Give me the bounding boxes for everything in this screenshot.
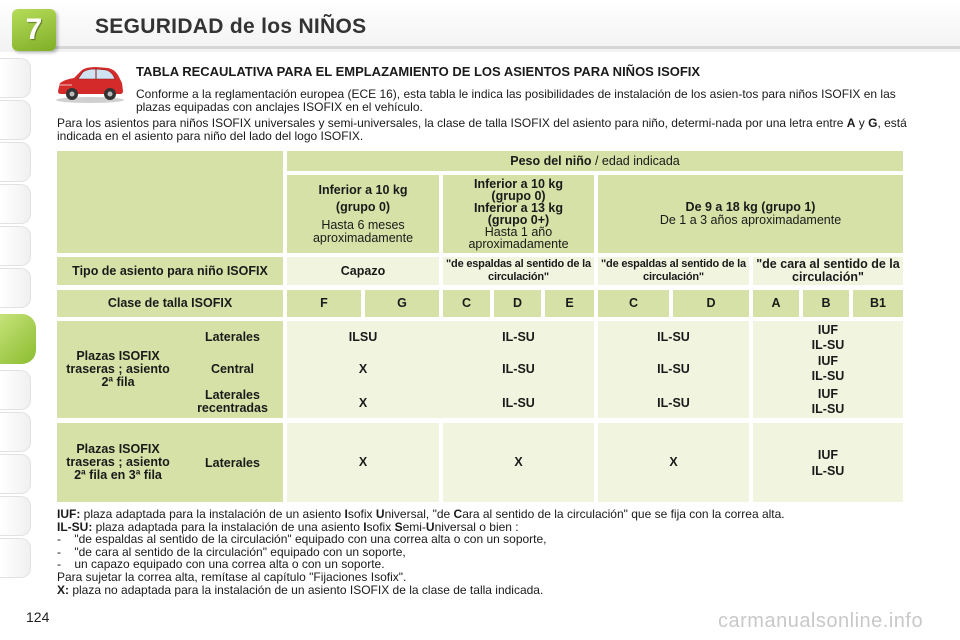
chapter-tab[interactable] bbox=[0, 100, 31, 140]
intro-paragraph: Conforme a la reglamentación europea (ECE 16), esta tabla le indica las posibilidades de instalación de los asien-tos para niños ISOFIX en las plazas equipadas con anclajes ISOFIX en el vehículo. bbox=[136, 87, 896, 114]
table-value: X bbox=[287, 423, 439, 502]
note-strap: Para sujetar la correa alta, remítase al capítulo "Fijaciones Isofix". bbox=[57, 569, 407, 584]
note-bullet: - un capazo equipado con una correa alta o con un soporte. bbox=[57, 557, 385, 572]
chapter-tab[interactable] bbox=[0, 370, 31, 410]
position-central: Central bbox=[210, 362, 255, 376]
size-class-label: Clase de talla ISOFIX bbox=[57, 290, 283, 317]
page-number: 124 bbox=[26, 609, 50, 625]
size-class-cell: A bbox=[753, 290, 799, 317]
size-class-cell: F bbox=[287, 290, 361, 317]
note-bullet: - "de cara al sentido de la circulación" equipado con un soporte, bbox=[57, 544, 406, 559]
position-lateral-recentered: Laterales recentradas bbox=[197, 388, 268, 415]
table-value: X bbox=[443, 423, 594, 502]
seat-type-label: Tipo de asiento para niño ISOFIX bbox=[57, 257, 283, 285]
position-lateral: Laterales bbox=[205, 330, 260, 344]
size-class-paragraph: Para los asientos para niños ISOFIX universales y semi-universales, la clase de talla ISOFIX del asiento para niño, determi-nada por una letra entre A y G, está indicada en el asiento para niño del lado del logo ISOFIX. bbox=[57, 116, 907, 143]
table-value: X bbox=[598, 423, 749, 502]
table-value: IL-SU bbox=[657, 330, 690, 344]
table-value-pair: IUF IL-SU bbox=[811, 354, 845, 383]
seat-type-cell: Capazo bbox=[287, 257, 439, 285]
header-divider bbox=[55, 46, 960, 49]
table-value-pair: IUF IL-SU bbox=[811, 323, 845, 352]
chapter-tab-active[interactable] bbox=[0, 314, 36, 364]
section-title: TABLA RECAULATIVA PARA EL EMPLAZAMIENTO DE LOS ASIENTOS PARA NIÑOS ISOFIX bbox=[136, 64, 701, 79]
table-value: X bbox=[358, 362, 368, 376]
note-iuf: IUF: plaza adaptada para la instalación de un asiento Isofix Universal, "de Cara al sentido de la circulación" que se fija con la correa alta. bbox=[57, 507, 785, 521]
weight-header: Peso del niño / edad indicada bbox=[287, 151, 903, 171]
table-value: IL-SU bbox=[502, 330, 535, 344]
page-title: SEGURIDAD de los NIÑOS bbox=[95, 15, 367, 38]
legend-notes bbox=[57, 508, 907, 596]
chapter-tab[interactable] bbox=[0, 226, 31, 266]
seat-type-cell: "de espaldas al sentido de la circulación" bbox=[443, 257, 594, 285]
chapter-tab[interactable] bbox=[0, 58, 31, 98]
size-class-cell: G bbox=[365, 290, 439, 317]
seat-type-cell: "de espaldas al sentido de la circulación" bbox=[598, 257, 749, 285]
size-class-cell: B bbox=[803, 290, 849, 317]
table-value: IL-SU bbox=[657, 362, 690, 376]
chapter-tab[interactable] bbox=[0, 412, 31, 452]
chapter-tab[interactable] bbox=[0, 268, 31, 308]
table-value: IL-SU bbox=[502, 362, 535, 376]
table-value: ILSU bbox=[348, 330, 378, 344]
chapter-badge: 7 bbox=[12, 9, 56, 51]
chapter-tab[interactable] bbox=[0, 184, 31, 224]
row-group-third-row: Plazas ISOFIX traseras ; asiento 2ª fila en 3ª fila bbox=[57, 423, 283, 502]
table-value-pair: IUF IL-SU bbox=[811, 387, 845, 416]
group-0plus-header: Inferior a 10 kg (grupo 0) Inferior a 13 kg (grupo 0+) Hasta 1 año aproximadamente bbox=[443, 175, 594, 253]
size-class-cell: D bbox=[494, 290, 541, 317]
watermark: carmanualsonline.info bbox=[718, 610, 924, 632]
table-corner-cell bbox=[57, 151, 283, 253]
chapter-tab[interactable] bbox=[0, 454, 31, 494]
group-1-header: De 9 a 18 kg (grupo 1) De 1 a 3 años aproximadamente bbox=[598, 175, 903, 253]
size-class-cell: D bbox=[673, 290, 749, 317]
seat-type-cell: "de cara al sentido de la circulación" bbox=[753, 257, 903, 285]
table-value: X bbox=[358, 396, 368, 410]
note-x: X: plaza no adaptada para la instalación de un asiento ISOFIX de la clase de talla indicada. bbox=[57, 582, 544, 597]
size-class-cell: B1 bbox=[853, 290, 903, 317]
table-value: IL-SU bbox=[657, 396, 690, 410]
position-lateral: Laterales bbox=[205, 455, 260, 470]
chapter-tab[interactable] bbox=[0, 142, 31, 182]
row-group-second-row: Plazas ISOFIX traseras ; asiento 2ª fila bbox=[57, 321, 283, 418]
size-class-cell: C bbox=[598, 290, 669, 317]
table-value: IL-SU bbox=[502, 396, 535, 410]
size-class-cell: E bbox=[545, 290, 594, 317]
chapter-tab[interactable] bbox=[0, 496, 31, 536]
size-class-cell: C bbox=[443, 290, 490, 317]
table-value-pair: IUF IL-SU bbox=[753, 423, 903, 502]
note-bullet: - "de espaldas al sentido de la circulación" equipado con una correa alta o con un soporte, bbox=[57, 532, 547, 547]
group-0-header: Inferior a 10 kg (grupo 0) Hasta 6 meses aproximadamente bbox=[287, 175, 439, 253]
note-ilsu: IL-SU: plaza adaptada para la instalación de una asiento Isofix Semi-Universal o bien : bbox=[57, 519, 519, 534]
car-icon bbox=[52, 63, 127, 103]
chapter-tab[interactable] bbox=[0, 538, 31, 578]
